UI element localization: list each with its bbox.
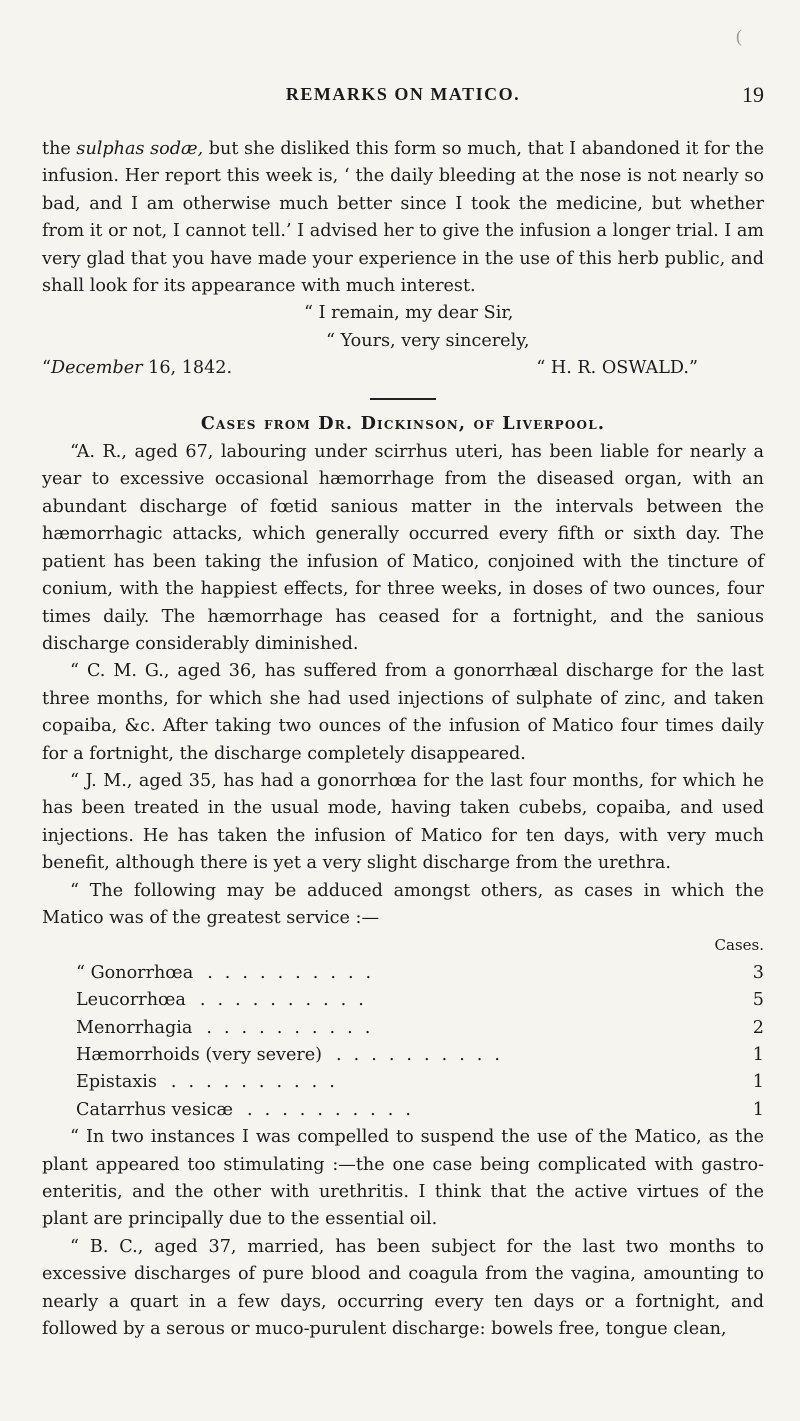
running-title: REMARKS ON MATICO. [285, 84, 521, 104]
table-row-value: 1 [752, 1072, 764, 1093]
case-paragraph-2: “ C. M. G., aged 36, has suffered from a gonorrhæal discharge for the last three months, for which she had used injections of sulphate of zinc, and taken copaiba, &c. After taking two ounces of the infusion of Matico four times daily for a fortnight, the discharge completely disappeared. [42, 661, 764, 764]
letter-text-start: the [42, 139, 77, 159]
table-row-leader: .......... [336, 1044, 512, 1065]
case-paragraph-4: “ B. C., aged 37, married, has been subject for the last two months to excessive discharges of pure blood and coagula from the vagina, amounting to nearly a quart in a few days, occurring every ten days or a fortnight, and followed by a serous or muco-purulent discharge: bowels free, tongue clean, [42, 1236, 764, 1339]
date-quote: “ [42, 358, 51, 379]
corner-mark: ( [736, 26, 742, 46]
table-row-leader: .......... [199, 990, 376, 1011]
case-paragraph-1: “A. R., aged 67, labouring under scirrhus uteri, has been liable for nearly a year to excessive occasional hæmorrhage from the diseased organ, with an abundant discharge of fœtid sanious matter in the intervals between the hæmorrhagic attacks, which generally occurred every fifth or sixth day. The patient has been taking the infusion of Matico, conjoined with the tincture of conium, with the happiest effects, for three weeks, in doses of two ounces, four times daily. The hæmorrhage has ceased for a fortnight, and the sanious discharge considerably diminished. [42, 442, 764, 654]
page-number: 19 [742, 82, 764, 107]
table-row [76, 1042, 764, 1069]
letter-text-rest: but she disliked this form so much, that I abandoned it for the infusion. Her report this week is, ‘ the daily bleeding at the nose is not nearly so bad, and I am otherwise much better since I took the medicine, but whether from it or not, I cannot tell.’ I advised her to give the infusion a longer trial. I am very glad that you have made your experience in the use of this herb public, and shall look for its appearance with much interest. [42, 139, 764, 297]
table-row-label: Menorrhagia [76, 1017, 193, 1038]
closing-line-1: “ I remain, my dear Sir, [304, 303, 514, 324]
table-row-leader: .......... [206, 1017, 383, 1038]
date-signature-row [42, 355, 764, 382]
table-row-leader: .......... [170, 1072, 347, 1093]
table-row [76, 1097, 764, 1124]
table-row-value: 1 [752, 1044, 764, 1065]
letter-date [42, 355, 232, 382]
table-row-label: Leucorrhœa [76, 990, 186, 1011]
signature: “ H. R. OSWALD.” [536, 358, 698, 379]
table-row-value: 1 [752, 1099, 764, 1120]
cases-table [76, 932, 764, 1124]
letter-paragraph [42, 136, 764, 300]
closing-line-2: “ Yours, very sincerely, [326, 330, 530, 351]
letter-italic-term: sulphas sodæ, [76, 139, 204, 159]
table-row-label: Hæmorrhoids (very severe) [76, 1044, 323, 1065]
table-row-leader: .......... [207, 962, 384, 983]
date-month: December [51, 358, 143, 379]
body-text [42, 136, 764, 1343]
list-intro-paragraph: “ The following may be adduced amongst others, as cases in which the Matico was of the greatest service :— [42, 880, 764, 928]
table-row-leader: .......... [247, 1099, 423, 1120]
running-head [42, 84, 764, 114]
table-row-value: 3 [752, 962, 764, 983]
table-row-label: Epistaxis [76, 1072, 157, 1093]
section-heading: Cases from Dr. Dickinson, of Liverpool. [200, 412, 606, 434]
instances-paragraph: “ In two instances I was compelled to suspend the use of the Matico, as the plant appeared too stimulating :—the one case being complicated with gastro-enteritis, and the other with urethritis. I think that the active virtues of the plant are principally due to the essential oil. [42, 1127, 764, 1230]
section-divider [370, 398, 436, 400]
table-row-label: “ Gonorrhœa [76, 962, 194, 983]
table-row-value: 5 [752, 990, 764, 1011]
table-row [76, 1069, 764, 1096]
table-row [76, 987, 764, 1014]
case-paragraph-3: “ J. M., aged 35, has had a gonorrhœa for the last four months, for which he has been treated in the usual mode, having taken cubebs, copaiba, and used injections. He has taken the infusion of Matico for ten days, with very much benefit, although there is yet a very slight discharge from the urethra. [42, 770, 764, 874]
table-row-value: 2 [752, 1017, 764, 1038]
table-row [76, 960, 764, 987]
table-row [76, 1015, 764, 1042]
cases-table-header: Cases. [714, 936, 764, 955]
table-row-label: Catarrhus vesicæ [76, 1099, 234, 1120]
date-day-year: 16, 1842. [142, 358, 233, 379]
